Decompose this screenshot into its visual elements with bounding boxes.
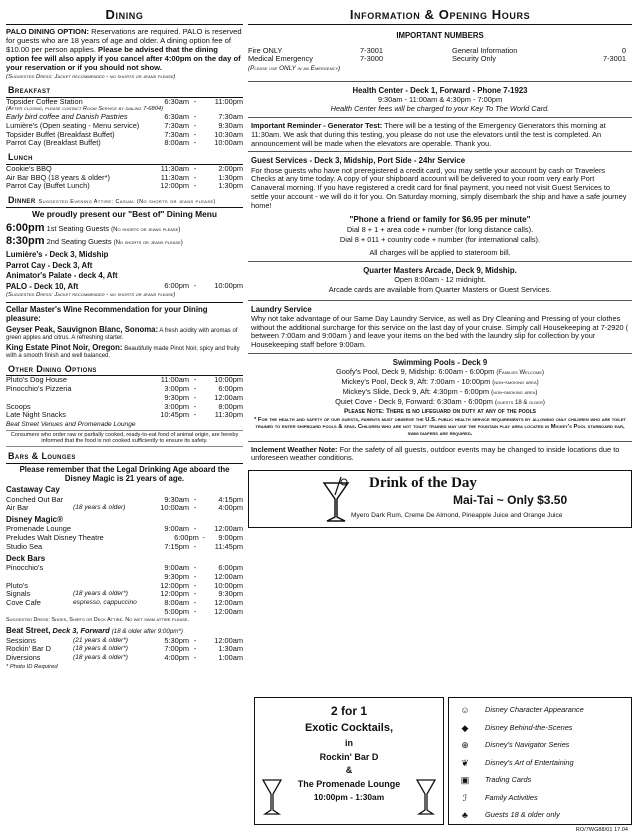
row-to: 6:00pm [218,384,243,394]
row-name: Preludes Walt Disney Theatre [6,533,104,543]
row-from: 6:30am [164,112,189,122]
dining-banner: Dining [6,6,243,25]
row-name: Air Bar BBQ (18 years & older*) [6,172,110,182]
photo-id-note: * Photo ID Required [6,663,58,670]
pool-note: (non-smoking area) [491,390,538,397]
row-from: 3:00pm [164,384,189,394]
row-to: 9:30pm [218,589,243,599]
schedule-row: Pinocchio's Pizzeria 3:00pm - 6:00pm [6,384,243,394]
palo-lead: PALO DINING OPTION: [6,27,89,37]
cocktail-right-icon [415,774,437,818]
promo-line-3: in [345,738,353,749]
row-from: 4:00pm [164,653,189,663]
row-detail [73,608,145,617]
row-name: Air Bar [6,503,29,513]
deck-dress: Suggested Dress: Shoes, Shirts or Deck Attire. No wet swim attire please. [6,617,189,624]
row-to: 10:00pm [214,375,243,385]
schedule-row: Pluto's Dog House 11:00am - 10:00pm [6,375,243,385]
palo-bold: Please be advised that the dining option fee will also apply if you cancel after 4:00pm on the day of your reservation or if you should not show. [6,45,241,73]
row-detail: (21 years & older*) [73,636,128,644]
seating-2: 8:30pm 2nd Seating Guests (No shorts or jeans please) [6,235,183,248]
pool-row [251,378,629,387]
drink-of-the-day [248,470,632,528]
schedule-row: Promenade Lounge 9:00am - 12:00am [6,524,243,534]
row-from: 8:00am [164,138,189,148]
lunch-list [6,165,243,191]
venue-parrot-cay: Parrot Cay - Deck 3, Aft [6,260,93,270]
castaway-cay-title: Castaway Cay [6,485,60,495]
row-from: 5:30pm [164,635,189,645]
phone-cell: 7-3001 [602,54,626,64]
two-for-one-promo [254,697,444,825]
row-from: 5:00pm [164,606,189,616]
legend-label: Trading Cards [485,775,532,785]
promo-line-1: 2 for 1 [330,704,367,718]
lunch-header: Lunch [6,151,243,165]
legend-label: Family Activities [485,792,538,802]
other-dining-header: Other Dining Options [6,363,243,377]
legend-item [455,755,625,773]
row-name: Parrot Cay (Buffet Lunch) [6,181,90,191]
deck-bars-title: Deck Bars [6,553,46,563]
pool-hours: Mickey's Slide, Deck 9, Aft: 4:30pm - 6:00pm [342,387,489,397]
other-dining-list [6,376,243,420]
row-name: Signals [6,589,31,599]
phone-cell: 0 [621,45,626,55]
drinking-age-note: Please remember that the Legal Drinking Age aboard the Disney Magic is 21 years of age. [19,464,230,483]
schedule-row: Scoops 3:00pm - 8:00pm [6,401,243,411]
row-from: 10:45pm [160,410,189,420]
phone-numbers [248,47,632,64]
row-name: Pluto's [6,580,28,590]
phone-cell: 7-3000 [360,54,384,64]
breakfast-header: Breakfast [6,84,243,98]
row-name: Lumière's (Open seating - Menu service) [6,120,140,130]
drink-title: Drink of the Day [369,475,477,492]
dinner-title: Dinner [8,194,36,205]
venue-animators-palate: Animator's Palate - deck 4, Aft [6,270,118,280]
row-note: (After closing, please contact Room Service by dialing 7-6804) [6,106,164,113]
health-center: Health Center - Deck 1, Forward - Phone 7-1923 9:30am - 11:00am & 4:30pm - 7:00pm Health Center fees will be charged to your Key To The World Card. [248,81,632,118]
schedule-row: Conched Out Bar 9:30am - 4:15pm [6,494,243,504]
row-to: 4:15pm [218,494,243,504]
row-name: Sessions [6,635,36,645]
row-to: 1:30am [218,644,243,654]
row-detail [73,543,145,552]
schedule-row: Air Bar BBQ (18 years & older*) 11:30am - 1:30pm [6,172,243,182]
laundry-service: Laundry Service Why not take advantage of our Same Day Laundry Service, as well as Dry Cleaning and Pressing of your clothes without the additional surcharge for this service on the last day of your cruise. Simply call Housekeeping at 7-2920 ( between 7:00am and 9:00am ) and leave your items on the bed with the laundry slip for collection by your Housekeeping staff before 9:00am. [248,300,632,353]
row-to: 9:00pm [218,533,243,543]
row-to: 11:30pm [214,410,243,420]
row-name: Topsider Buffet (Breakfast Buffet) [6,129,115,139]
palo-dinner-row: PALO - Deck 10, Aft 6:00pm - 10:00pm [6,281,243,291]
legend-item [455,737,625,755]
phone-cell: General Information [452,45,518,55]
guest-services: Guest Services - Deck 3, Midship, Port Side - 24hr Service For those guests who have not preregistered a credit card, you may settle your account by cash or Travelers Checks at any time today. A copy of your shipboard account will be delivered to your room very early Port Canaveral morning. If you have registered a credit card for final payment, you need not visit Guest Services to settle your account - we will do it for you. On Saturday morning, simply disembark the ship and have a safe journey home! "Phone a friend or family for $6.95 per minute" Dial 8 + 1 + area code + number (for long distance calls). Dial 8 + 011 + country code + number (for international calls). All charges will be applied to stateroom bill. [248,151,632,261]
row-to: 12:00am [214,524,243,534]
row-name: Topsider Coffee Station [6,96,83,106]
schedule-row: Cookie's BBQ 11:30am - 2:00pm [6,163,243,173]
row-from: 7:30am [164,120,189,130]
row-from: 9:00am [164,524,189,534]
pool-hours: Quiet Cove - Deck 9, Forward: 6:30am - 6:00pm [335,397,493,407]
cocktail-left-icon [261,774,283,818]
schedule-row: Late Night Snacks 10:45pm - 11:30pm [6,410,243,420]
beat-street-list [6,637,243,663]
row-to: 12:00am [214,571,243,581]
palo-notice [6,28,243,73]
row-from: 3:00pm [164,401,189,411]
row-name: Promenade Lounge [6,524,71,534]
row-to: 12:00am [214,392,243,402]
palo-text: Reservations are required. PALO is reserved for guests who are 18 years of age and older. A dining option fee of $10.00 per person applies. [6,27,242,55]
pool-hours: Mickey's Pool, Deck 9, Aft: 7:00am - 10:00pm [341,377,491,387]
row-from: 7:30am [164,129,189,139]
row-name: Scoops [6,401,31,411]
schedule-row: Studio Sea 7:15pm - 11:45pm [6,541,243,551]
row-to: 11:45pm [214,541,243,551]
schedule-row: Parrot Cay (Buffet Lunch) 12:00pm - 1:30pm [6,181,243,191]
schedule-row: Topsider Buffet (Breakfast Buffet) 7:30am - 10:30am [6,129,243,139]
beat-street-title: Beat Street, Deck 3, Forward (18 & older after 9:00pm*) [6,625,183,635]
trading-cards-icon: ▣ [460,775,470,786]
phone-cell: Fire ONLY [248,45,283,55]
row-to: 12:00am [214,597,243,607]
drink-price: Mai-Tai ~ Only $3.50 [453,493,568,508]
row-detail: (18 years & older) [73,504,126,512]
schedule-row: 9:30pm - 12:00am [6,394,243,403]
swimming-pools: Swimming Pools - Deck 9 Goofy's Pool, Deck 9, Midship: 6:00am - 6:00pm (Families Welcome) Mickey's Pool, Deck 9, Aft: 7:00am - 10:00pm (non-smoking area) Mickey's Slide, Deck 9, Aft: 4:30pm - 6:00pm (non-smoking area) Quiet Cove - Deck 9, Forward: 6:30am - 6:00pm (guests 18 & older) Please Note: There is no lifeguard on duty at any of the pools * For the health and safety of our guests, parents must observe the U.S. public health service requirements by allowing only children who are toilet trained to enter shipboard pools & spas. Children who are not toilet trained may use the fountain play area located in Mickey's Pool starboard ear, swim diapers are required. [248,353,632,441]
row-from: 11:30am [160,172,189,182]
schedule-row: Rockin' Bar D (18 years & older*) 7:00pm - 1:30am [6,644,243,654]
row-to: 2:00pm [218,163,243,173]
legend-item [455,772,625,790]
schedule-row: Air Bar (18 years & older) 10:00am - 4:00pm [6,503,243,513]
row-to: 1:00am [218,653,243,663]
important-numbers-title: IMPORTANT NUMBERS [396,31,484,41]
row-name: Cookie's BBQ [6,163,52,173]
row-detail [73,496,145,505]
pool-note: (non-smoking area) [492,380,539,387]
legend-item [455,720,625,738]
adults-only-icon: ♣ [462,810,468,821]
legend-label: Disney's Navigator Series [485,740,570,750]
row-name: Parrot Cay (Breakfast Buffet) [6,138,101,148]
row-from: 6:30am [164,96,189,106]
schedule-row: Early bird coffee and Danish Pastries 6:30am - 7:30am [6,112,243,122]
legend-label: Disney's Art of Entertaining [485,757,574,767]
schedule-row: 9:30pm - 12:00am [6,573,243,582]
art-of-entertaining-icon: ❦ [461,757,469,768]
row-to: 7:30am [218,112,243,122]
wine-1: Geyser Peak, Sauvignon Blanc, Sonoma: A fresh acidity with aromas of green apples and citrus. A refreshing starter. [6,324,238,341]
row-name: Diversions [6,653,41,663]
row-name: Pinocchio's [6,563,44,573]
row-from: 9:30am [164,494,189,504]
schedule-row: Preludes Walt Disney Theatre 6:00pm - 9:00pm [6,533,243,543]
promo-line-2: Exotic Cocktails, [304,722,394,735]
row-to: 10:30am [214,129,243,139]
row-to: 9:30am [218,120,243,130]
phone-cell: 7-3001 [360,45,384,55]
row-name: Pluto's Dog House [6,375,67,385]
legend-label: Disney Character Appearance [485,705,584,715]
palo-dinner-dress: (Suggested Dress: Jacket recommended - no shorts or jeans please) [6,292,176,299]
pool-row [251,388,629,397]
legend-label: Guests 18 & older only [485,810,560,820]
row-from: 9:30pm [164,392,189,402]
row-name: Early bird coffee and Danish Pastries [6,112,128,122]
info-banner: Information & Opening Hours [248,6,632,25]
row-from: 6:00pm [174,533,199,543]
disney-magic-title: Disney Magic® [6,514,64,524]
row-detail: (18 years & older*) [73,654,128,662]
row-detail: espresso, cappuccino [73,598,137,606]
row-to: 11:00pm [214,96,243,106]
row-from: 12:00pm [160,181,189,191]
schedule-row: Signals (18 years & older*) 12:00pm - 9:30pm [6,589,243,599]
row-from: 7:00pm [164,644,189,654]
schedule-row: Sessions (21 years & older*) 5:30pm - 12:00am [6,635,243,645]
quarter-masters: Quarter Masters Arcade, Deck 9, Midship. Open 8:00am - 12 midnight. Arcade cards are available from Quarter Masters or Guest Services. [248,261,632,298]
promo-line-4: Rockin' Bar D [319,751,379,762]
row-from: 11:30am [160,163,189,173]
row-name: Late Night Snacks [6,410,66,420]
row-name: Conched Out Bar [6,494,64,504]
row-detail [73,573,145,582]
row-detail [73,564,145,573]
behind-the-scenes-icon: ◆ [461,722,469,733]
row-to: 4:00pm [218,503,243,513]
pool-hours: Goofy's Pool, Deck 9, Midship: 6:00am - 6:00pm [335,367,495,377]
phone-cell: Security Only [452,54,496,64]
row-from: 9:00am [164,563,189,573]
palo-dress: (Suggested Dress: Jacket recommended - no shorts or jeans please) [6,74,176,81]
row-detail [104,534,163,543]
promo-line-5: & [345,765,353,776]
row-name [6,608,73,617]
best-of-menu: We proudly present our "Best of" Dining Menu [31,208,218,219]
family-activities-icon: ℐ [462,792,468,803]
bars-header: Bars & Lounges [6,450,243,464]
row-to: 1:30pm [218,172,243,182]
navigator-series-icon: ⊕ [461,740,469,751]
breakfast-list [6,98,243,149]
schedule-row: Parrot Cay (Breakfast Buffet) 8:00am - 10:00am [6,138,243,148]
row-detail: (18 years & older*) [73,590,128,598]
dinner-attire: Suggested Evening Attire: Casual (No shorts or jeans please) [38,198,216,205]
magic-list [6,525,243,551]
row-from: 11:00am [160,375,189,385]
row-detail: (18 years & older*) [73,645,128,653]
row-detail [73,582,145,591]
pool-note: (guests 18 & older) [494,400,545,407]
icon-legend [448,697,632,825]
row-to: 10:00pm [214,580,243,590]
row-name: Pinocchio's Pizzeria [6,384,72,394]
row-name: Cove Cafe [6,597,41,607]
raw-food-warning: Consumers who order raw or partially cooked, ready-to-eat food of animal origin, are hereby informed that the food is not cooked sufficiently to ensure its safety. [6,430,243,447]
row-to: 12:00am [214,635,243,645]
legend-item [455,807,625,825]
drink-description: Myero Dark Rum, Creme De Almond, Pineapple Juice and Orange Juice [351,512,563,520]
row-name: Rockin' Bar D [6,644,51,654]
character-appearance-icon: ☺ [460,705,470,716]
schedule-row: Pluto's 12:00pm - 10:00pm [6,580,243,590]
emergency-note: (Please use ONLY in an Emergency) [248,64,341,72]
row-from: 9:30pm [164,571,189,581]
row-from: 7:15pm [164,541,189,551]
footer-code: RO/7WG88/01 17.04 [575,827,628,834]
generator-test: Important Reminder - Generator Test: There will be a testing of the Emergency Generators this morning at 11:30am. We ask that during this testing, you please do not use the elevators until the test is completed. An announcement will be made when the elevators are operable. Thank you. [248,117,632,151]
phone-cell: Medical Emergency [248,54,313,64]
promo-line-7: 10:00pm - 1:30am [313,791,385,802]
schedule-row: Pinocchio's 9:00am - 6:00pm [6,563,243,573]
row-from: 12:00pm [160,589,189,599]
row-from: 8:00am [164,597,189,607]
promo-line-6: The Promenade Lounge [297,778,401,789]
schedule-row: Topsider Coffee Station 6:30am - 11:00pm [6,96,243,106]
cocktail-glass-icon [321,475,351,525]
row-to: 6:00pm [218,563,243,573]
seating-1: 6:00pm 1st Seating Guests (No shorts or jeans please) [6,221,181,234]
venue-lumieres: Lumière's - Deck 3, Midship [6,250,109,260]
row-name: Studio Sea [6,541,43,551]
beat-street-venues: Beat Street Venues and Promenade Lounge [6,421,136,429]
castaway-list [6,496,243,513]
left-column [6,6,243,826]
row-to: 12:00am [214,606,243,616]
legend-item [455,790,625,808]
row-from: 12:00pm [160,580,189,590]
schedule-row: Cove Cafe espresso, cappuccino 8:00am - 12:00am [6,597,243,607]
row-to: 8:00pm [218,401,243,411]
pool-row [251,368,629,377]
row-from: 10:00am [160,503,189,513]
pool-note: (Families Welcome) [496,370,545,377]
wine-header: Cellar Master's Wine Recommendation for your Dining pleasure: [6,302,243,323]
row-to: 1:30pm [218,181,243,191]
dinner-header [6,194,243,208]
row-to: 10:00am [214,138,243,148]
pool-row [251,398,629,407]
legend-label: Disney Behind-the-Scenes [485,722,573,732]
wine-2: King Estate Pinot Noir, Oregon: Beautifully made Pinot Noir, spicy and fruity with a smooth finish and well balanced. [6,342,240,359]
schedule-row: 5:00pm - 12:00am [6,608,243,617]
schedule-row: Lumière's (Open seating - Menu service) 7:30am - 9:30am [6,120,243,130]
legend-item [455,702,625,720]
schedule-row: Diversions (18 years & older*) 4:00pm - 1:00am [6,653,243,663]
deck-bars-list [6,564,243,616]
weather-note: Inclement Weather Note: For the safety of all guests, outdoor events may be changed to inside locations due to unforeseen weather conditions. [248,441,632,466]
